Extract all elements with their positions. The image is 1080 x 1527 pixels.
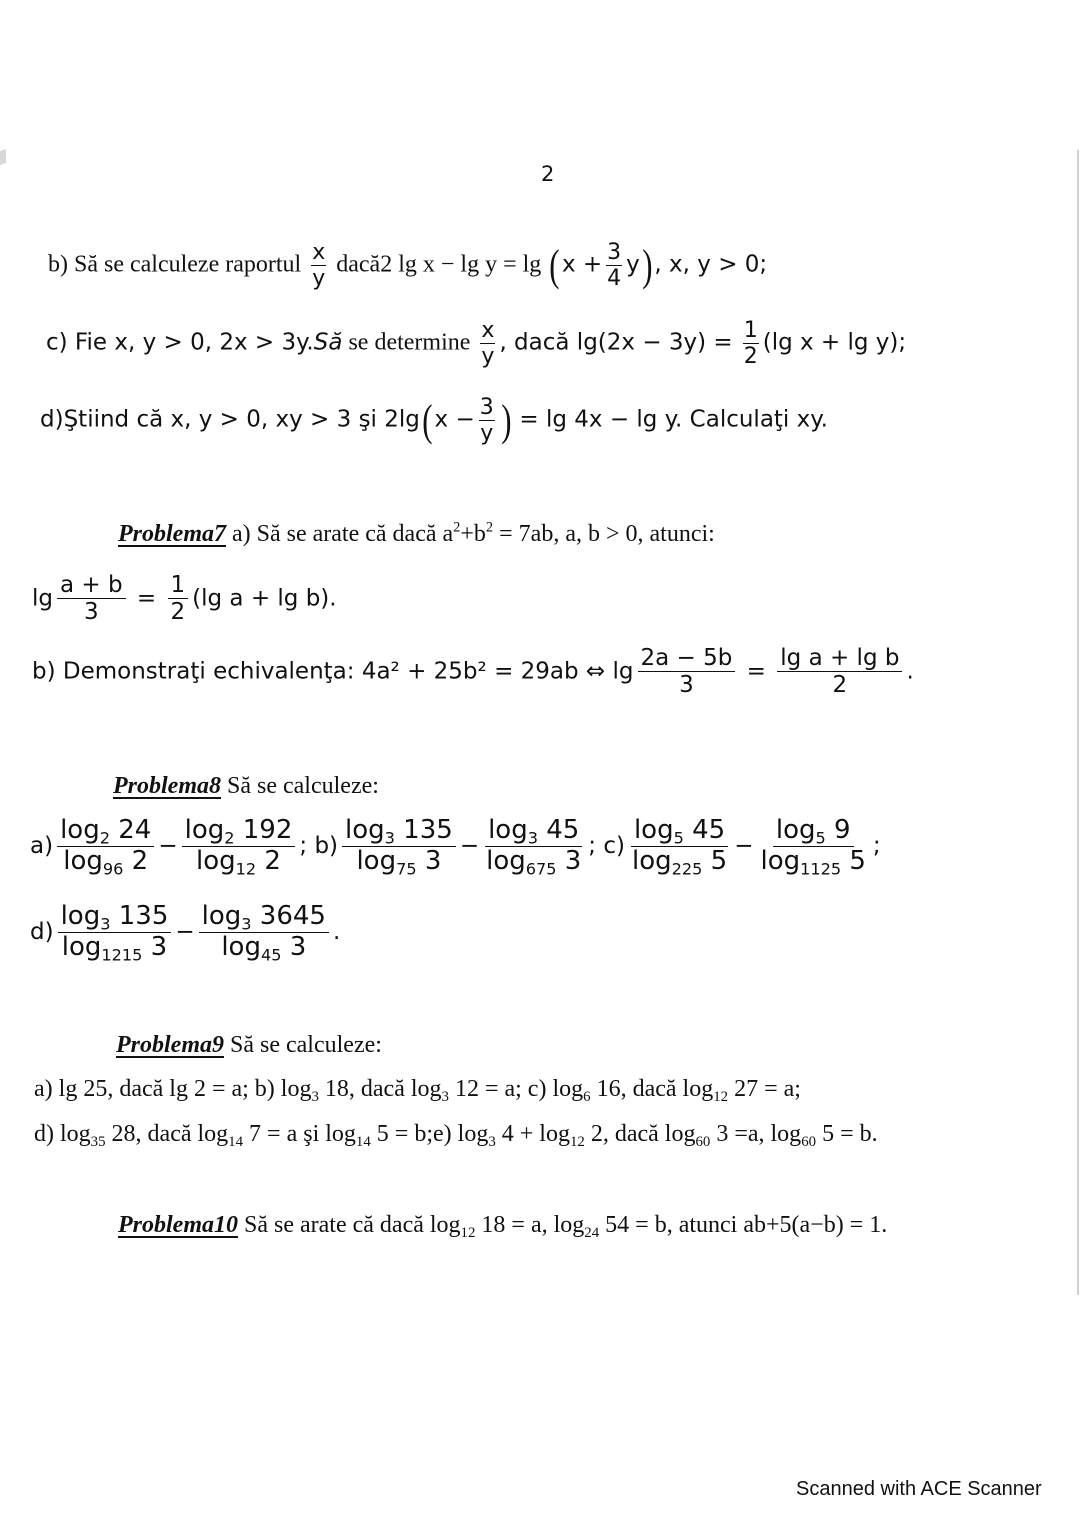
problem9-title: Problema9 [116, 1032, 224, 1058]
p8-d-label: d) [30, 918, 54, 945]
p10-t2: 18 = a, log [475, 1212, 585, 1238]
p8-semicolon: ; [872, 832, 881, 859]
p9-l2-d: 5 = b;e) log [370, 1121, 489, 1147]
p6-b-ratio: $\frac{x}{y}$ [312, 240, 326, 292]
p6-d-tail: = lg 4x − lg y. Calculaţi xy. [519, 406, 828, 433]
scan-edge-left [0, 149, 6, 165]
p7-b-frac2: $\frac{\text{lg a + lg b}}{2}$ [777, 645, 902, 699]
problem7-b [32, 645, 914, 699]
p7-a-plus: +b [460, 521, 486, 547]
p7-b-frac: $\frac{2a - 5b}{3}$ [638, 645, 736, 699]
p6-d-frac: $\frac{3}{y}$ [479, 395, 494, 447]
scanner-watermark: Scanned with ACE Scanner [796, 1478, 1042, 1500]
p8-c-label: c) [603, 832, 625, 859]
problem8-row2 [30, 902, 340, 963]
p9-sub: 14 [355, 1134, 371, 1151]
problem9-heading [116, 1033, 382, 1057]
p8-d-frac2: $\frac{\log_3 3645}{\log_{45} 3}$ [199, 902, 329, 963]
p6-c-tail: (lg x + lg y); [762, 329, 907, 356]
problem7-title: Problema7 [118, 521, 226, 547]
problem6-c [46, 318, 906, 370]
p6-b-inner: x + [561, 251, 603, 278]
p9-sub: 60 [801, 1134, 817, 1151]
p9-l2-f: 2, dacă log [584, 1121, 696, 1147]
p9-l2-g: 3 =a, log [710, 1121, 802, 1147]
problem9-line1 [34, 1076, 801, 1106]
p9-l2-b: 28, dacă log [105, 1121, 229, 1147]
problem7-a [118, 519, 715, 547]
p6-c-half: $\frac{1}{2}$ [743, 318, 758, 370]
p8-b-frac2: $\frac{\log_3 45}{\log_{675} 3}$ [486, 815, 582, 879]
p8-minus: − [734, 832, 754, 859]
p8-d-frac1: $\frac{\log_3 135}{\log_{1215} 3}$ [58, 902, 172, 963]
p9-l2-e: 4 + log [495, 1121, 570, 1147]
p7-frac-ab: $\frac{a + b}{3}$ [57, 572, 126, 626]
p8-c-frac1: $\frac{\log_5 45}{\log_{225} 5}$ [631, 815, 728, 879]
p8-c-frac2: $\frac{\log_5 9}{\log_{1125} 5}$ [760, 815, 866, 879]
p6-c-label: c) Fie x, y > 0, 2x > 3y. [46, 329, 314, 356]
p8-a-label: a) [30, 832, 54, 859]
problem8-row1 [30, 816, 881, 877]
problem8-heading [113, 774, 379, 798]
p9-sub: 14 [228, 1134, 244, 1151]
p8-dot: . [332, 918, 341, 945]
problem10-title: Problema10 [118, 1212, 238, 1238]
p8-intro: Să se calculeze: [221, 773, 379, 799]
p6-d-label: d)Ştiind că x, y > 0, xy > 3 şi 2lg [40, 406, 420, 433]
p9-l1-e: 27 = a; [728, 1076, 801, 1102]
paren-close: ) [641, 240, 653, 290]
p7-tail: (lg a + lg b). [192, 585, 337, 612]
p6-c-ratio: $\frac{x}{y}$ [481, 318, 495, 370]
p8-minus: − [459, 832, 480, 859]
p8-a-frac1: $\frac{\log_2 24}{\log_{96} 2}$ [57, 816, 154, 877]
paren-open: ( [549, 240, 560, 290]
problem6-b [48, 240, 767, 292]
p6-b-three-quarters: $\frac{3}{4}$ [607, 240, 622, 292]
problem10 [118, 1212, 888, 1242]
p8-semicolon: ; [299, 832, 315, 859]
p10-sub: 12 [460, 1225, 476, 1242]
p9-l1-a: a) lg 25, dacă lg 2 = a; b) log [34, 1076, 312, 1102]
p7-a-text: a) Să se arate că dacă a [232, 521, 454, 547]
p6-c-condition: , dacă lg(2x − 3y) = [499, 329, 733, 356]
p7-a-sq2: 2 [485, 519, 494, 536]
p8-a-frac2: $\frac{\log_2 192}{\log_{12} 2}$ [182, 816, 296, 877]
paren-close: ) [500, 395, 512, 445]
p8-semicolon: ; [588, 832, 604, 859]
p9-l2-h: 5 = b. [816, 1121, 878, 1147]
p7-lg: lg [32, 585, 53, 612]
p9-l1-b: 18, dacă log [318, 1076, 442, 1102]
p8-b-frac1: $\frac{\log_3 135}{\log_{75} 3}$ [342, 816, 456, 877]
paren-open: ( [422, 395, 433, 445]
p7-a-rest: = 7ab, a, b > 0, atunci: [493, 521, 715, 547]
page-number: 2 [541, 162, 555, 186]
p8-minus: − [158, 832, 178, 859]
p9-intro: Să se calculeze: [224, 1032, 382, 1058]
p8-b-label: b) [314, 832, 339, 859]
p7-eq: = [136, 585, 157, 612]
p6-b-inner-y: y [626, 251, 640, 278]
p10-sub: 24 [584, 1225, 600, 1242]
p9-sub: 60 [695, 1134, 711, 1151]
p9-sub: 3 [488, 1134, 496, 1151]
p6-c-mid: se determine [342, 329, 471, 356]
p9-l1-c: 12 = a; c) log [448, 1076, 584, 1102]
p9-sub: 35 [90, 1134, 106, 1151]
p6-c-italic: Să [313, 329, 343, 356]
p7-b-eq: = [746, 658, 766, 685]
p7-b-dot: . [906, 658, 914, 685]
problem6-d [40, 395, 828, 447]
p9-l1-d: 16, dacă log [590, 1076, 714, 1102]
p8-minus: − [175, 918, 195, 945]
p7-half: $\frac{1}{2}$ [168, 572, 189, 626]
p9-sub: 6 [583, 1089, 591, 1106]
p9-sub: 12 [713, 1089, 729, 1106]
p7-a-sq1: 2 [453, 519, 461, 536]
p7-b-text: b) Demonstraţi echivalenţa: 4a² + 25b² = 29ab ⇔ lg [32, 658, 634, 685]
p10-t1: Să se arate că dacă log [238, 1212, 461, 1238]
p6-b-tail: , x, y > 0; [654, 251, 768, 278]
p10-t3: 54 = b, atunci ab+5(a−b) = 1. [599, 1212, 888, 1238]
problem7-formula [32, 572, 337, 626]
p6-d-inner: x − [434, 406, 475, 433]
p6-b-condition: dacă2 lg x − lg y = lg [336, 251, 542, 278]
scan-edge-right [1077, 150, 1079, 1295]
p9-sub: 12 [569, 1134, 585, 1151]
p9-sub: 3 [311, 1089, 319, 1106]
p9-l2-c: 7 = a şi log [243, 1121, 356, 1147]
problem9-line2 [34, 1121, 878, 1151]
p6-b-label: b) Să se calculeze raportul [48, 251, 302, 278]
p9-sub: 3 [441, 1089, 449, 1106]
p9-l2-a: d) log [34, 1121, 91, 1147]
problem8-title: Problema8 [113, 773, 221, 799]
